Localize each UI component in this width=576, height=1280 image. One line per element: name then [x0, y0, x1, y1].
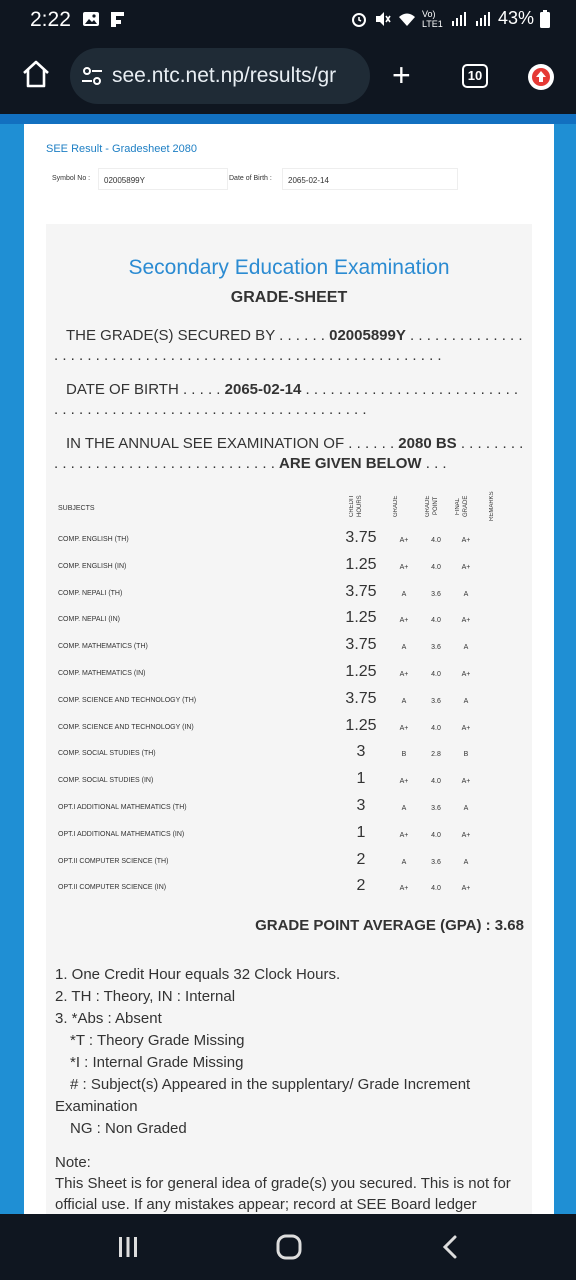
image-icon	[82, 10, 100, 28]
grade-cell: A+	[399, 778, 409, 786]
note-item: Examination	[55, 1098, 138, 1115]
note-item: # : Subject(s) Appeared in the supplentary/ Grade Increment	[70, 1076, 471, 1093]
secured-prefix: THE GRADE(S) SECURED BY	[66, 327, 275, 344]
back-icon[interactable]	[436, 1232, 466, 1262]
secured-value: 02005899Y	[329, 327, 406, 344]
note-item: 3. *Abs : Absent	[55, 1010, 162, 1027]
alarm-icon	[350, 10, 368, 28]
table-row	[58, 661, 518, 688]
credit-hours-cell: 2	[356, 877, 366, 895]
grade-point-cell: 4.0	[431, 671, 441, 678]
credit-hours-cell: 3.75	[345, 529, 377, 546]
table-row	[58, 741, 518, 768]
grade-cell: A	[401, 590, 407, 598]
exam-line: IN THE ANNUAL SEE EXAMINATION OF . . . . . . 2080 BS . . . . . . . . . . . . . . . . . . . . . . . . . . . . . . . . . . . ARE GIVEN BELOW . . .	[54, 435, 524, 472]
table-row	[58, 715, 518, 742]
header-grade-point: GRADE POINT	[425, 495, 439, 517]
grade-point-cell: 3.6	[431, 644, 441, 652]
system-icons	[350, 8, 550, 29]
grade-sheet	[46, 224, 532, 1214]
tab-switcher-button[interactable]: 10	[462, 64, 488, 88]
grade-sheet-title: GRADE-SHEET	[230, 289, 348, 306]
signal-icon-2	[474, 10, 492, 28]
subject-cell: COMP. SCIENCE AND TECHNOLOGY (TH)	[58, 696, 197, 704]
grade-cell: A+	[399, 537, 409, 544]
subject-cell: OPT.I ADDITIONAL MATHEMATICS (IN)	[58, 830, 185, 838]
page-header-strip	[0, 114, 576, 124]
table-row	[58, 822, 518, 849]
grade-cell: A+	[399, 563, 409, 571]
grade-cell: A	[401, 697, 407, 705]
exam-value: 2080 BS	[398, 435, 457, 452]
table-row	[58, 688, 518, 715]
subject-cell: OPT.II COMPUTER SCIENCE (TH)	[58, 857, 169, 865]
battery-icon	[540, 10, 550, 28]
credit-hours-cell: 3	[356, 797, 366, 814]
header-remarks: REMARKS	[489, 491, 495, 521]
credit-hours-cell: 1.25	[345, 663, 377, 680]
final-grade-cell: A	[463, 805, 469, 812]
symbol-label: Symbol No :	[52, 175, 91, 182]
search-form	[46, 168, 532, 190]
credit-hours-cell: 1.25	[345, 555, 377, 573]
site-settings-icon[interactable]	[80, 64, 104, 88]
credit-hours-cell: 2	[356, 850, 366, 868]
note-text: This Sheet is for general idea of grade(s) you secured. This is not for official use. If any mistakes appear; record at SEE Board ledger	[55, 1175, 511, 1213]
status-bar	[0, 0, 576, 40]
subject-cell: COMP. NEPALI (IN)	[58, 616, 120, 624]
grade-point-cell: 4.0	[431, 831, 441, 839]
table-row	[58, 875, 518, 902]
wifi-icon	[398, 10, 416, 28]
mute-icon	[374, 10, 392, 28]
url-text[interactable]: see.ntc.net.np/results/gr	[112, 64, 337, 87]
grade-cell: A+	[399, 671, 409, 678]
grade-point-cell: 3.6	[431, 858, 441, 866]
final-grade-cell: A	[463, 697, 469, 705]
final-grade-cell: A+	[461, 778, 471, 786]
clock: 2:22	[30, 8, 71, 31]
grade-point-cell: 4.0	[431, 563, 441, 571]
note-item: NG : Non Graded	[70, 1120, 187, 1137]
table-row	[58, 795, 518, 822]
final-grade-cell: A	[463, 644, 469, 652]
final-grade-cell: A+	[461, 724, 471, 732]
subject-cell: OPT.II COMPUTER SCIENCE (IN)	[58, 884, 167, 892]
credit-hours-cell: 3.75	[345, 636, 377, 654]
disclaimer	[55, 1152, 525, 1214]
grade-point-cell: 4.0	[431, 778, 441, 786]
grade-point-cell: 2.8	[431, 751, 441, 759]
exam-title: Secondary Education Examination	[128, 256, 450, 279]
browser-toolbar	[0, 40, 576, 114]
subject-cell: COMP. SOCIAL STUDIES (IN)	[58, 777, 154, 785]
header-grade: GRADE	[393, 495, 399, 517]
grade-cell: B	[401, 751, 407, 759]
table-row	[58, 768, 518, 795]
dob-label: Date of Birth :	[229, 175, 272, 182]
final-grade-cell: A+	[461, 537, 471, 544]
final-grade-cell: A+	[461, 885, 471, 893]
system-nav-bar	[0, 1214, 576, 1280]
credit-hours-cell: 3	[356, 743, 366, 761]
final-grade-cell: A+	[461, 563, 471, 571]
home-icon[interactable]	[20, 58, 52, 90]
header-final-grade: FINAL GRADE	[455, 495, 469, 517]
subject-cell: COMP. NEPALI (TH)	[58, 589, 123, 597]
grade-point-cell: 3.6	[431, 805, 441, 812]
credit-hours-cell: 3.75	[345, 689, 377, 707]
signal-icon	[450, 10, 468, 28]
grade-point-cell: 4.0	[431, 724, 441, 732]
grade-cell: A	[401, 858, 407, 866]
credit-hours-cell: 1	[356, 823, 366, 841]
note-item: 2. TH : Theory, IN : Internal	[55, 988, 236, 1005]
update-button[interactable]	[528, 64, 554, 90]
secured-by-line: THE GRADE(S) SECURED BY . . . . . . 02005899Y . . . . . . . . . . . . . . . . . . . . . . . . . . . . . . . . . . . . . . . . . . . . . . . . . . . . . . . . . . . . .	[54, 327, 523, 364]
dob-line: DATE OF BIRTH . . . . . 2065-02-14 . . . . . . . . . . . . . . . . . . . . . . . . . . . . . . . . . . . . . . . . . . . . . . . . . . . . . . . . . . . . . . . .	[54, 381, 519, 418]
new-tab-button[interactable]: +	[392, 57, 411, 93]
grade-cell: A+	[399, 831, 409, 839]
table-row	[58, 554, 518, 581]
grade-point-cell: 4.0	[431, 617, 441, 625]
credit-hours-cell: 1.25	[345, 716, 377, 734]
page-title: SEE Result - Gradesheet 2080	[46, 143, 198, 155]
subject-cell: COMP. ENGLISH (TH)	[58, 536, 129, 543]
subject-cell: COMP. MATHEMATICS (TH)	[58, 643, 148, 651]
page-container	[24, 124, 554, 1214]
table-row	[58, 527, 518, 554]
final-grade-cell: A+	[461, 671, 471, 678]
note-title: Note:	[55, 1154, 91, 1171]
credit-hours-cell: 1	[356, 770, 366, 788]
flipboard-icon	[108, 10, 126, 28]
subject-cell: COMP. ENGLISH (IN)	[58, 562, 127, 570]
table-row	[58, 849, 518, 876]
final-grade-cell: A	[463, 858, 469, 866]
credit-hours-cell: 3.75	[345, 582, 377, 600]
subject-cell: COMP. SCIENCE AND TECHNOLOGY (IN)	[58, 723, 194, 731]
table-row	[58, 581, 518, 608]
gpa-line: GRADE POINT AVERAGE (GPA) : 3.68	[255, 917, 524, 934]
notes-list	[55, 964, 525, 1140]
grade-cell: A	[401, 644, 407, 652]
subject-cell: OPT.I ADDITIONAL MATHEMATICS (TH)	[58, 804, 187, 811]
address-bar[interactable]	[70, 48, 370, 104]
battery-percent: 43%	[497, 8, 534, 28]
credit-hours-cell: 1.25	[345, 609, 377, 627]
table-row	[58, 607, 518, 634]
note-item: *I : Internal Grade Missing	[70, 1054, 244, 1071]
note-item: *T : Theory Grade Missing	[70, 1032, 245, 1049]
note-item: 1. One Credit Hour equals 32 Clock Hours.	[55, 966, 341, 983]
network-label: Vo) LTE1	[421, 8, 443, 29]
arrow-up-icon	[528, 64, 554, 90]
grade-point-cell: 3.6	[431, 697, 441, 705]
final-grade-cell: A+	[461, 617, 471, 625]
symbol-input[interactable]: 02005899Y	[98, 168, 228, 190]
dob-prefix: DATE OF BIRTH	[66, 381, 179, 398]
recent-apps-icon[interactable]	[113, 1232, 143, 1262]
exam-suffix: ARE GIVEN BELOW	[279, 455, 422, 472]
grade-point-cell: 4.0	[431, 885, 441, 893]
final-grade-cell: A+	[461, 831, 471, 839]
grade-point-cell: 4.0	[431, 537, 441, 544]
final-grade-cell: A	[463, 590, 469, 598]
dob-value: 2065-02-14	[224, 381, 302, 398]
grade-cell: A+	[399, 724, 409, 732]
header-subjects: SUBJECTS	[58, 505, 95, 512]
exam-prefix: IN THE ANNUAL SEE EXAMINATION OF	[66, 435, 345, 452]
final-grade-cell: B	[463, 751, 469, 759]
subject-cell: COMP. MATHEMATICS (IN)	[58, 670, 146, 677]
table-row	[58, 634, 518, 661]
dob-input[interactable]: 2065-02-14	[282, 168, 458, 190]
grade-cell: A+	[399, 617, 409, 625]
grade-cell: A+	[399, 885, 409, 893]
subject-cell: COMP. SOCIAL STUDIES (TH)	[58, 750, 156, 758]
notification-icons	[82, 10, 126, 28]
web-content	[0, 114, 576, 1214]
grade-point-cell: 3.6	[431, 590, 441, 598]
home-nav-icon[interactable]	[274, 1232, 304, 1262]
header-credit-hours: CREDIT HOURS	[349, 494, 363, 518]
grade-cell: A	[401, 805, 407, 812]
